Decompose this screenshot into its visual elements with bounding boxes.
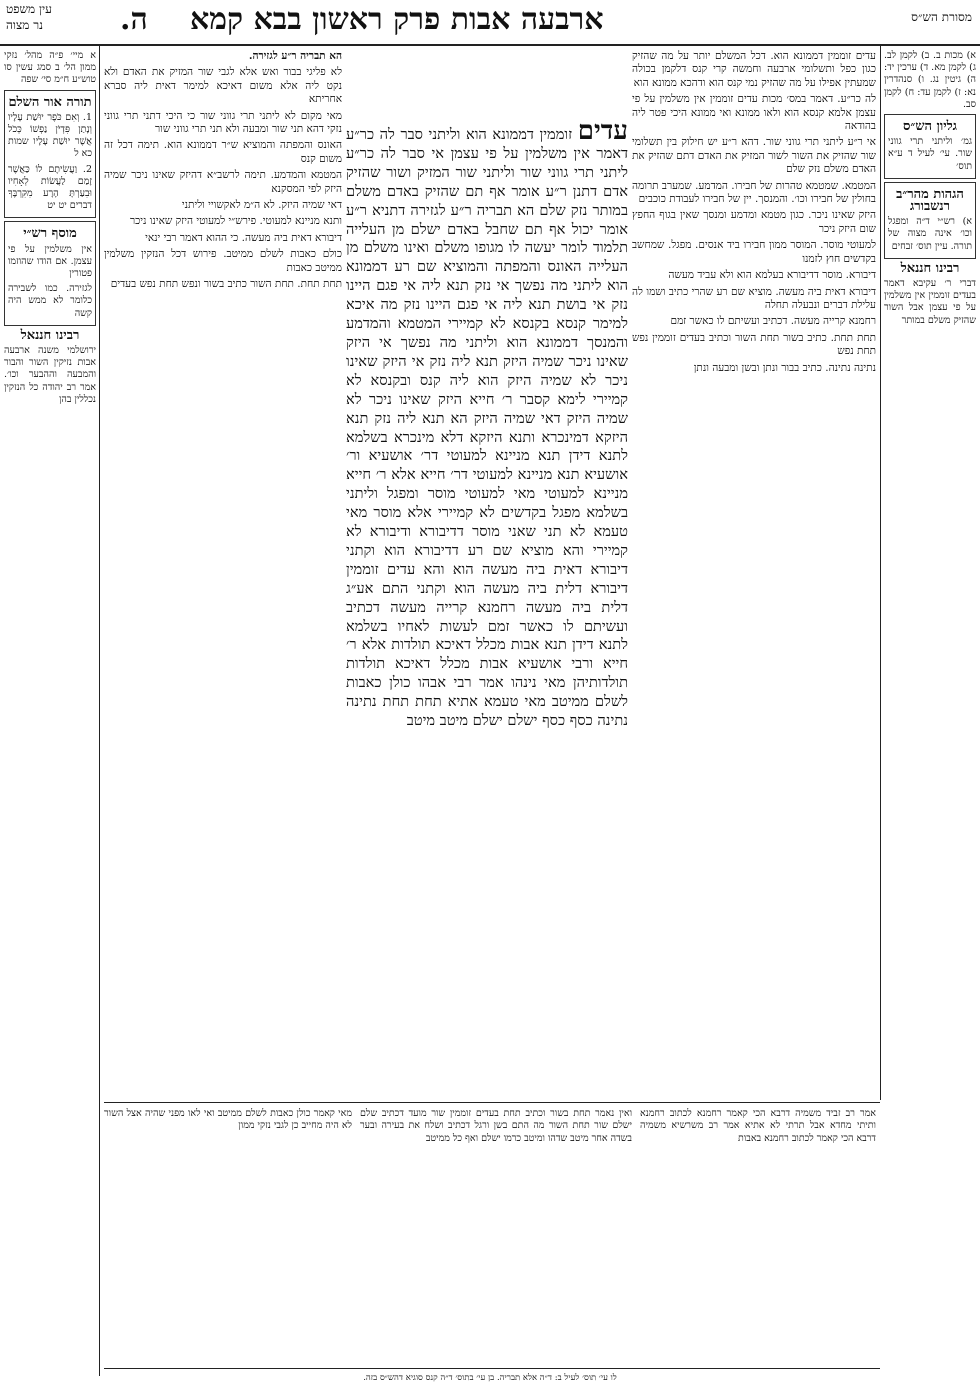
rabbeinu-chananel-left-title: רבינו חננאל xyxy=(20,327,80,343)
hagahot-text: א) רש״י ד״ה ומפגל וכו׳ אינה מצוה של תורה. עיין תוס׳ זבחים xyxy=(888,216,972,252)
bottom-left-continuation: מאי קאמר כולן כאבות לשלם ממיטב ואי לאו מפני שהיה אצל השור לא היה מחייב כן לגבי נזקי ממון xyxy=(104,1108,352,1132)
rashi-5: היזק שאינו ניכר. כגון מטמא ומדמע ומנסך שאין בגוף החפץ שום היזק ניכר xyxy=(632,209,876,235)
musaf-rashi-title: מוסף רש״י xyxy=(23,226,77,242)
rashi-10: תחת תחת. כתיב בשור תחת השור וכתיב בעדים זוממין נפש תחת נפש xyxy=(632,331,876,358)
tosafot-1: לא פליגי בבור ואש אלא לגבי שור המזיק את האדם ולא נקט ליה אלא משום דאיכא למימר דאית ליה סברא אחריתא xyxy=(104,66,342,106)
gemara-body: זוממין דממונא הוא וליתני סבר לה כר״ע דאמר אין משלמין על פי עצמן אי סבר לה כר״ע ליתני תרי גווני שור וליתני שור המזיק ושור שהזיק אדם דתנן ר״ע אומר אף תם שהזיק באדם משלם במותר נזק שלם הא תבריה ר״ע לגזירה דתניא ר״ע אומר יכול אף תם שחבל באדם ישלם מן העלייה תלמוד לומר יעשה לו מגופו משלם ואינו משלם מן העלייה האונס והמפתה והמוציא שם רע דממונא הוא ליתני מה נפשך אי נזק תנא ליה אי פגם היינו נזק אי בושת תנא ליה אי פגם היינו נזק מה איכא למימר קנסא בקנסא לא קמיירי המטמא והמדמע והמנסך דממונא הוא וליתני מה נפשך אי היזק שאינו ניכר שמיה היזק תנא ליה נזק אי היזק שאינו ניכר לא שמיה היזק הוא ליה קנס ובקנסא לא קמיירי לימא קסבר ר׳ חייא היזק שאינו ניכר לא שמיה היזק דאי שמיה היזק הא תנא ליה נזק תנא היזקא דמינכרא ותנא היזקא דלא מינכרא בשלמא לתנא דידן תנא מניינא למעוטי דר׳ אושעיא ור׳ אושעיא תנא מניינא למעוטי דר׳ חייא אלא ר׳ חייא מניינא למעוטי מאי למעוטי מוסר ומפגל וליתני בשלמא מפגל בקדשים לא קמיירי אלא מוסר מאי טעמא לא תני שאני מוסר דדיבורא ודיבורא לא קמיירי והא מוציא שם רע דדיבורא הוא וקתני דיבורא דאית ביה מעשה הוא והא עדים זוממין דיבורא דלית ביה מעשה הוא וקתני התם אע״ג דלית ביה מעשה רחמנא קרייה מעשה דכתיב ועשיתם לו כאשר זמם לעשות לאחיו בשלמא לתנא דידן תנא אבות מכלל דאיכא תולדות אלא ר׳ חייא ורבי אושעיא אבות מכלל דאיכא תולדות תולדותיהן מאי נינהו אמר רבי אבהו כולן כאבות לשלם ממיטב מאי טעמא אתיא תחת תחת נתינה נתינה כסף כסף ישלם ישלם מיטב מיטב xyxy=(346,126,628,730)
rashi-1: עדים זוממין דממונא הוא. דכל המשלם יותר על מה שהזיק כגון כפל ותשלומי ארבעה וחמשה קרי קנס דלקמן בכולה שמעתין אפילו על מה שהזיק נמי קנס הוא ודהכא ממונא הוא xyxy=(632,50,876,89)
far-right-column xyxy=(884,50,976,1100)
tosafot-dibur-title xyxy=(104,50,342,63)
folio-number: ה. xyxy=(120,2,148,37)
gilyon-title: גליון הש״ס xyxy=(903,119,957,135)
header-rule xyxy=(0,44,980,46)
tosafot-column xyxy=(104,50,342,1100)
rabbeinu-chananel-right-text: דברי ר׳ עקיבא דאמר בעדים זוממין אין משלמין על פי עצמן אבל השור שהזיק משלם במותר xyxy=(884,278,976,326)
bottom-band-rule xyxy=(104,1102,880,1103)
tosafot-4: המטמא והמדמע. תימה לרשב״א דהיזק שאינו ניכר שמיה היזק לפי המסקנא xyxy=(104,169,342,195)
rashi-7: דיבורא. מוסר דדיבורא בעלמא הוא ולא עביד מעשה xyxy=(668,269,876,282)
rashi-3: אי ר״ע ליתני תרי גווני שור. דהא ר״ע יש חילוק בין תשלומי שור שהזיק את השור לשור המזיק את האדם דתם שהזיק את האדם משלם נזק שלם xyxy=(632,136,876,176)
ein-mishpat-text: א מיי׳ פ״ה מהל׳ נזקי ממון הל׳ ב סמג עשין סו טוש״ע ח״מ סי׳ שפה xyxy=(4,50,96,86)
torah-or-verse-1: 1. וְאִם כֹּפֶר יוּשַׁת עָלָיו וְנָתַן פִּדְיֹן נַפְשׁוֹ כְּכֹל אֲשֶׁר יוּשַׁת עָלָיו שמות כא ל xyxy=(8,111,92,160)
mesoret-hashas-label: מסורת הש״ס xyxy=(911,10,972,24)
tosafot-8: כולם כאבות לשלם ממיטב. פירוש דכל הנזקין משלמין ממיטב כאבות xyxy=(104,248,342,274)
ein-mishpat-label: עין משפט xyxy=(6,2,52,16)
rashi-4: המטמא. שמטמא טהרות של חבירו. המדמע. שמערב תרומה בחולין של חבירו וכו׳. והמנסך. יין של חבירו לעבודת כוכבים xyxy=(632,179,876,206)
musaf-rashi-box xyxy=(4,221,96,325)
musaf-rashi-2: לגזירה. כמו לשבירה כלומר לא ממש היה קשה xyxy=(8,283,92,319)
tosafot-5: דאי שמיה היזק. לא ה״מ לאקשויי וליתני xyxy=(181,199,342,212)
gemara-opening-word: עדים xyxy=(577,122,628,146)
far-left-divider xyxy=(99,46,100,1376)
page-title: ארבעה אבות פרק ראשון בבא קמא xyxy=(190,2,604,37)
rabbeinu-chananel-right-title: רבינו חננאל xyxy=(900,260,960,276)
torah-or-title: תורה אור השלם xyxy=(8,94,92,110)
rashi-11: נתינה נתינה. כתיב בבור ונתן ובשן ומבעה ונתן xyxy=(693,361,876,374)
torah-or-box xyxy=(4,90,96,219)
rashi-column xyxy=(632,50,876,1100)
gilyon-text: גמ׳ וליתני תרי גווני שור. עי׳ לעיל ד ע״א תוס׳ xyxy=(888,136,972,172)
rabbeinu-chananel-left-text: ירושלמי משנה ארבעה אבות נזיקין השור והבור והמבעה וההבער וכו׳. אמר רב יהודה כל הנזקין נכללין בהן xyxy=(4,345,96,405)
bottom-right-continuation: אמר רב זביד משמיה דרבא הכי קאמר רחמנא לכתוב רחמנא ותיתי מחדא אבל תרתי לא אתיא אמר רב משרשיא משמיה דרבא הכי קאמר לכתוב רחמנא באבות xyxy=(640,1108,876,1144)
page-footnote: לו עי׳ תוס׳ לעיל ב: ד״ה אלא תבריה. בן עי׳ בתוס׳ ד״ה קנס סוגיא דהש״ס בזה. xyxy=(363,1373,617,1383)
bottom-center-continuation: ואין נאמר תחת בשור וכתיב תחת בעדים זוממין שור מועד דכתיב שלם ישלם שור תחת השור מה התם בשן ורגל דכתיב ושלח את בעירה ובער בשדה אחר מיטב שדהו ומיטב כרמו ישלם ואף כל ממיטב xyxy=(360,1108,632,1144)
tosafot-2: מאי מקום לא ליתני תרי גווני שור כי היכי דתני תרי גווני נזקי דהא תני שור ומבעה ולא תני תרי גווני שור xyxy=(104,109,342,136)
rashi-8: דיבורא דאית ביה מעשה. מוציא שם רע שהרי כתיב ושמו לה עלילת דברים ונבעלה תחלה xyxy=(632,285,876,311)
gilyon-box xyxy=(884,114,976,179)
gemara-text-block xyxy=(346,122,628,948)
tosafot-9: תחת תחת. תחת השור כתיב בשור ונפש תחת נפש בעדים xyxy=(110,278,342,291)
mesoret-hashas-text: א) מכות ב. ב) לקמן לב. ג) לקמן מא. ד) ערכין יד: ה) גיטין נג. ו) סנהדרין נא: ז) לקמן עד: ח) לקמן סב. xyxy=(884,50,976,110)
tosafot-7: דיבורא דאית ביה מעשה. כי ההוא דאמר רבי ינאי xyxy=(145,231,342,244)
tosafot-heading: הא תבריה ר״ע לגזירה. xyxy=(248,50,342,62)
page-header xyxy=(0,0,980,46)
tosafot-3: האונס והמפתה והמוציא ש״ר דממונא הוא. תימה דכל זה משום קנס xyxy=(104,139,342,165)
hagahot-box xyxy=(884,182,976,259)
rashi-2: לה כר״ע. דאמר במס׳ מכות עדים זוממין אין משלמין על פי עצמן אלמא קנסא הוא ולאו ממונא ואי ממונא היכי פטר ליה בהודאה xyxy=(632,93,876,133)
torah-or-verse-2: 2. וַעֲשִׂיתֶם לוֹ כַּאֲשֶׁר זָמַם לַעֲשׂוֹת לְאָחִיו וּבִעַרְתָּ הָרָע מִקִּרְבֶּךָ דברים יט יט xyxy=(8,163,92,212)
rashi-9: רחמנא קרייה מעשה. דכתיב ועשיתם לו כאשר זמם xyxy=(670,315,876,328)
musaf-rashi-1: אין משלמין על פי עצמן. אם הודו שהוזמו פטורין xyxy=(8,243,92,280)
far-left-column xyxy=(4,50,96,1368)
far-right-divider xyxy=(880,46,881,1100)
footnote-rule xyxy=(104,1368,880,1369)
rashi-6: למעוטי מוסר. המוסר ממון חבירו ביד אנסים. מפגל. שמחשב בקדשים חוץ לזמנו xyxy=(632,239,876,265)
tosafot-6: ותנא מניינא למעוטי. פירש״י למעוטי היזק שאינו ניכר xyxy=(129,215,342,228)
ner-mitzvah-label: נר מצוה xyxy=(6,18,43,32)
hagahot-title: הגהות מהר״ב רנשבורג xyxy=(896,186,964,215)
